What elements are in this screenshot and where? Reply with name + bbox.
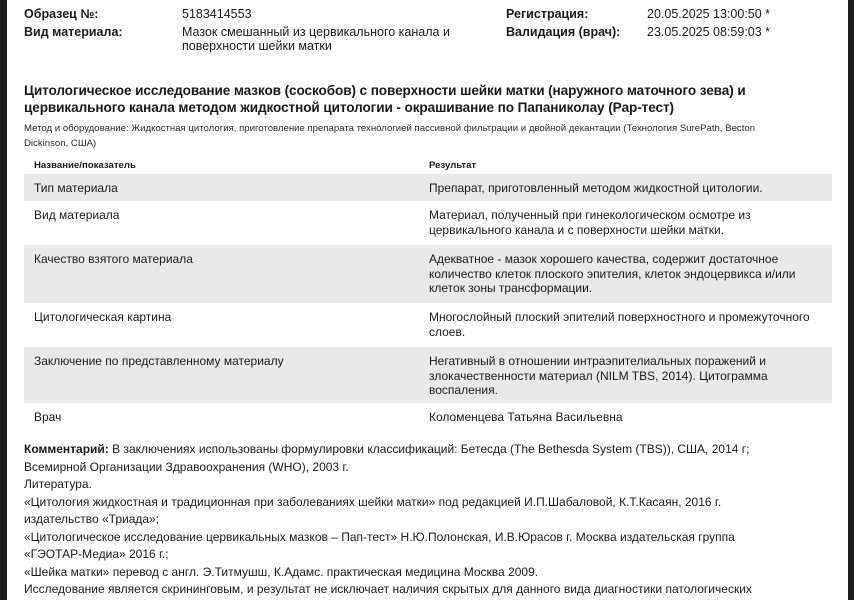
material-type-label: Вид материала: xyxy=(24,25,123,39)
table-row xyxy=(24,201,832,245)
material-type-value-line1: Мазок смешанный из цервикального канала и xyxy=(182,25,450,39)
reference-3: «Шейка матки» перевод с англ. Э.Титмушш, К.Адамс. практическая медицина Москва 2009. xyxy=(24,564,539,579)
row-result: Адекватное - мазок хорошего качества, содержит достаточное количество клеток плоского эпителия, клеток эндоцервикса и/или клеток зоны трансформации. xyxy=(429,252,796,295)
method-description xyxy=(24,121,839,151)
reference-1-line1: «Цитология жидкостная и традиционная при заболеваниях шейки матки» под редакцией И.П.Шабаловой, К.Т.Касаян, 2016 г. xyxy=(24,494,722,509)
study-title xyxy=(24,82,839,116)
reference-1-line2: издательство «Триада»; xyxy=(24,512,160,526)
row-result: Материал, полученный при гинекологическом осмотре из цервикального канала и с поверхности шейки матки. xyxy=(429,208,751,237)
method-line1: Метод и оборудование: Жидкостная цитология, приготовление препарата технологией пассивной фильтрации и двойной декантации (Технология SurePath, Becton xyxy=(24,123,756,134)
sample-number-value: 5183414553 xyxy=(182,7,252,21)
results-table xyxy=(24,158,832,432)
comment-line2: Всемирной Организации Здравоохранения (WHO), 2003 г. xyxy=(24,459,349,474)
comment-label: Комментарий: xyxy=(24,442,109,456)
row-result: Препарат, приготовленный методом жидкостной цитологии. xyxy=(429,181,763,195)
table-row xyxy=(24,245,832,303)
row-result: Многослойный плоский эпителий поверхностного и промежуточного слоев. xyxy=(429,310,810,339)
comment-line1 xyxy=(24,441,844,459)
row-result: Негативный в отношении интраэпителиальных поражений и злокачественности материал (NILM TBS, 2014). Цитограмма воспаления. xyxy=(429,354,768,397)
table-row xyxy=(24,403,832,432)
study-title-line1: Цитологическое исследование мазков (соскобов) с поверхности шейки матки (наружного маточного зева) и xyxy=(24,83,746,98)
material-type-value-line2: поверхности шейки матки xyxy=(182,39,332,53)
comments-section xyxy=(24,441,844,599)
row-name: Качество взятого материала xyxy=(34,252,193,266)
column-header-result: Результат xyxy=(429,160,477,171)
reference-2-line2: «ГЭОТАР-Медиа» 2016 г.; xyxy=(24,547,169,561)
lab-report-page xyxy=(7,0,848,600)
row-name: Врач xyxy=(34,410,62,424)
sample-number-label: Образец №: xyxy=(24,7,99,21)
reference-2-line1: «Цитологическое исследование цервикальных мазков – Пап-тест» Н.Ю.Полонская, И.В.Юрасов г. Москва издательская группа xyxy=(24,529,735,544)
column-header-name: Название/показатель xyxy=(34,160,136,171)
row-name: Тип материала xyxy=(34,181,118,195)
comment-text: В заключениях использованы формулировки классификаций: Бетесда (The Bethesda System (TBS)), США, 2014 г; xyxy=(108,442,750,456)
row-name: Заключение по представленному материалу xyxy=(34,354,284,368)
table-row xyxy=(24,303,832,347)
row-result: Коломенцева Татьяна Васильевна xyxy=(429,410,623,424)
registration-value: 20.05.2025 13:00:50 * xyxy=(647,7,771,21)
disclaimer: Исследование является скрининговым, и результат не исключает наличия скрытых для данного вида диагностики патологических xyxy=(24,582,752,596)
table-row xyxy=(24,347,832,403)
table-row xyxy=(24,174,832,201)
validation-value: 23.05.2025 08:59:03 * xyxy=(647,25,771,39)
literature-heading: Литература. xyxy=(24,477,92,491)
row-name: Цитологическая картина xyxy=(34,310,172,324)
registration-label: Регистрация: xyxy=(506,7,589,21)
method-line2: Dickinson, США) xyxy=(24,138,97,149)
header-right xyxy=(506,7,846,43)
row-name: Вид материала xyxy=(34,208,120,222)
validation-label: Валидация (врач): xyxy=(506,25,621,39)
study-title-line2: цервикального канала методом жидкостной цитологии - окрашивание по Папаниколау (Pap-тест) xyxy=(24,100,674,115)
table-header xyxy=(24,158,832,174)
header-left xyxy=(24,7,450,57)
